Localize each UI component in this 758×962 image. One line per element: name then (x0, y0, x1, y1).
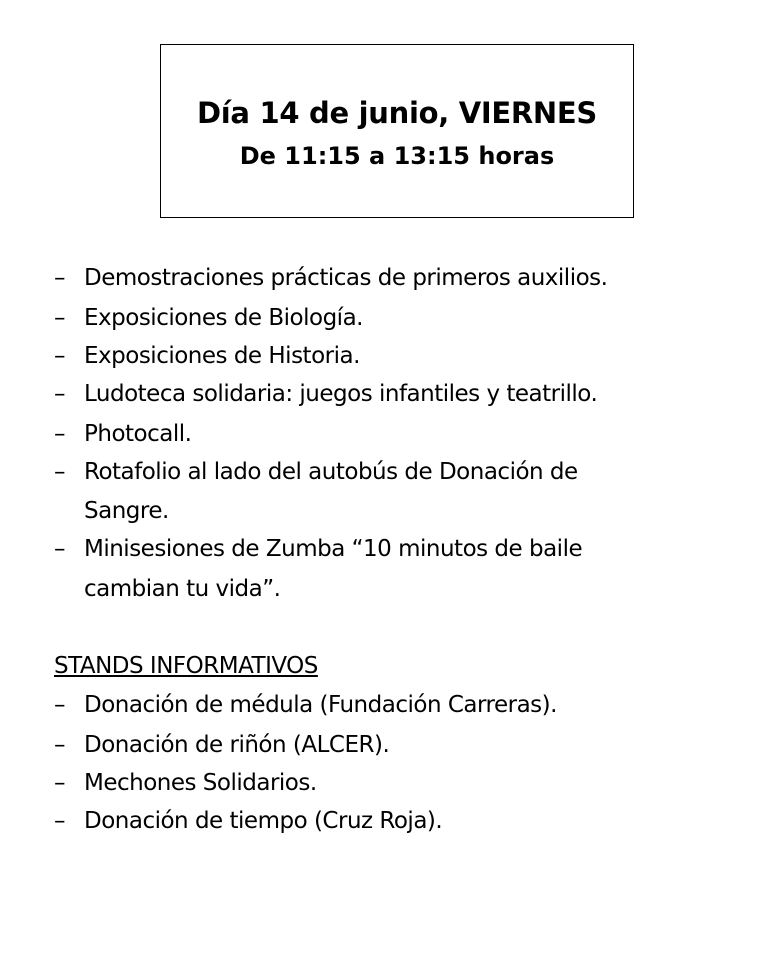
header-box (160, 44, 634, 218)
list-item-text: Donación de médula (Fundación Carreras). (84, 692, 557, 718)
dash-bullet: – (54, 421, 65, 447)
list-item-text: Donación de tiempo (Cruz Roja). (84, 808, 443, 834)
schedule-subtitle: De 11:15 a 13:15 horas (239, 142, 555, 170)
page-title: Día 14 de junio, VIERNES (196, 96, 597, 130)
list-item-text: Ludoteca solidaria: juegos infantiles y teatrillo. (84, 381, 598, 407)
dash-bullet: – (54, 536, 65, 562)
list-item-text: Demostraciones prácticas de primeros auxilios. (84, 265, 608, 291)
list-item-text: Mechones Solidarios. (84, 770, 317, 796)
dash-bullet: – (54, 770, 65, 796)
list-item-text: Rotafolio al lado del autobús de Donación de (84, 459, 578, 485)
dash-bullet: – (54, 459, 65, 485)
list-item-text: cambian tu vida”. (84, 576, 281, 602)
dash-bullet: – (54, 343, 65, 369)
list-item-text: Sangre. (84, 498, 169, 524)
dash-bullet: – (54, 381, 65, 407)
dash-bullet: – (54, 265, 65, 291)
dash-bullet: – (54, 808, 65, 834)
list-item-text: Exposiciones de Historia. (84, 343, 360, 369)
dash-bullet: – (54, 692, 65, 718)
list-item-text: Photocall. (84, 421, 192, 447)
dash-bullet: – (54, 305, 65, 331)
dash-bullet: – (54, 732, 65, 758)
list-item-text: Donación de riñón (ALCER). (84, 732, 390, 758)
stands-section-title: STANDS INFORMATIVOS (54, 653, 318, 679)
list-item-text: Minisesiones de Zumba “10 minutos de baile (84, 536, 583, 562)
list-item-text: Exposiciones de Biología. (84, 305, 363, 331)
